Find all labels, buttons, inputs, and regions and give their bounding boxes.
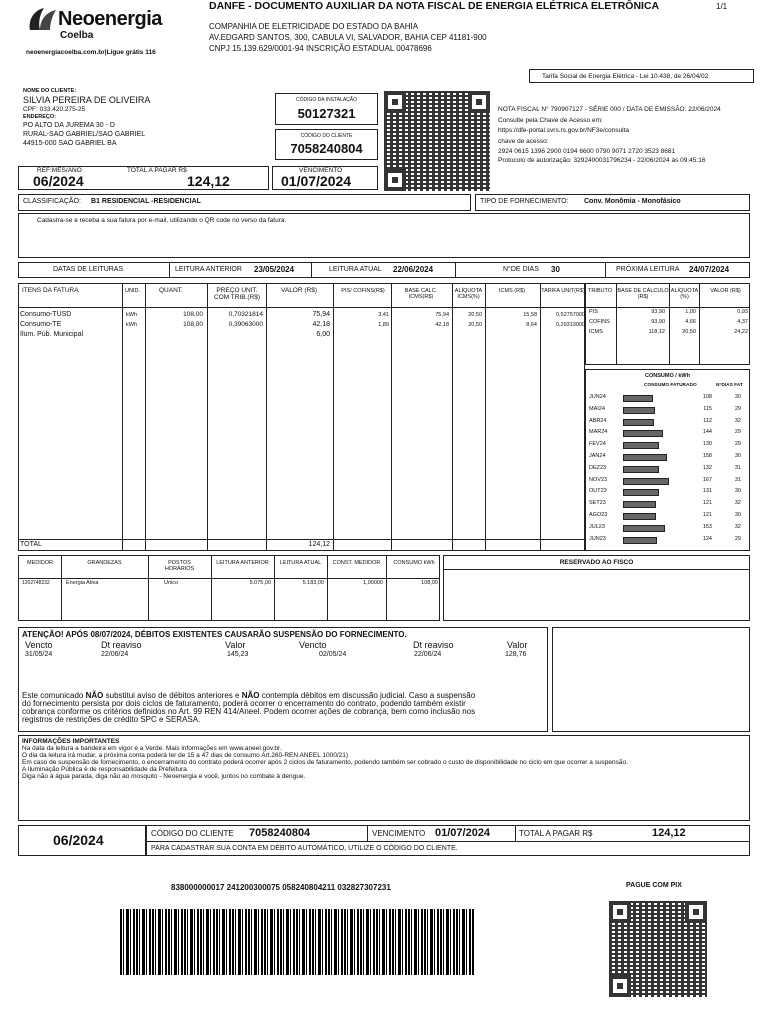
item-tarifa: 0,29313000 bbox=[555, 322, 585, 328]
attention-h-dt: Dt reaviso bbox=[413, 640, 454, 650]
items-table bbox=[18, 283, 585, 551]
consumption-bar bbox=[623, 537, 657, 544]
tax-base: 118,12 bbox=[648, 329, 665, 335]
payment-barcode bbox=[120, 909, 474, 975]
stub-due-label: VENCIMENTO bbox=[372, 829, 426, 838]
company-address: AV.EDGARD SANTOS, 300, CABULA VI, SALVADOR, BAHIA CEP 41181-900 bbox=[209, 33, 487, 42]
classification: CLASSIFICAÇÃO: B1 RESIDENCIAL -RESIDENCIAL bbox=[18, 194, 471, 211]
ref-label: REF:MÊS/ANO bbox=[37, 167, 82, 174]
stub-total: 124,12 bbox=[652, 827, 686, 839]
next-reading: 24/07/2024 bbox=[689, 265, 730, 274]
tax-header: ALÍQUOTA (%) bbox=[670, 288, 699, 300]
items-header: BASE CALC. ICMS(R$) bbox=[404, 288, 438, 300]
items-header: TARIFA UNIT(R$) bbox=[541, 288, 585, 294]
consumption-bar bbox=[623, 454, 667, 461]
tax-value: 4,37 bbox=[737, 319, 748, 325]
items-header: PIS/ COFINS(R$) bbox=[341, 288, 385, 294]
meter-quantity: Energia Ativa bbox=[66, 580, 99, 586]
items-total: 124,12 bbox=[308, 541, 330, 548]
attention-h-valor: Valor bbox=[507, 640, 528, 650]
reserved-box bbox=[443, 555, 750, 621]
meter-header: LEITURA ATUAL bbox=[279, 560, 322, 566]
item-aliq: 20,50 bbox=[468, 322, 482, 328]
client-address-2: RURAL-SAO GABRIEL/SAO GABRIEL bbox=[23, 131, 146, 138]
pix-qr-code bbox=[609, 901, 707, 997]
item-icms: 15,58 bbox=[523, 312, 537, 318]
tax-rate: 1,00 bbox=[685, 309, 696, 315]
company-cnpj: CNPJ 15.139.629/0001-94 INSCRIÇÃO ESTADUAL 00478696 bbox=[209, 44, 432, 53]
meter-curr: 5.183,00 bbox=[302, 580, 324, 586]
consumption-month: JUN23 bbox=[589, 535, 606, 542]
consumption-col1: CONSUMO FATURADO bbox=[644, 383, 697, 388]
consumption-month: AGO23 bbox=[589, 512, 608, 518]
notice-text: Cadastra-se e receba a sua fatura por e-mail, utilizando o QR code no verso da fatura. bbox=[37, 217, 287, 224]
qr-finder-icon bbox=[384, 169, 406, 191]
info-line: Na data da leitura a bandeira em vigor é a Verde. Mais informações em www.aneel.gov.br. bbox=[22, 745, 282, 752]
info-line: Em caso de suspensão de fornecimento, o encerramento do contrato poderá ocorrer após 2 ciclos de faturamento, podendo também ser cobrado o custo de disponibilidade no ciclo em que ocorrer a suspensão. bbox=[22, 759, 628, 766]
stub-client-code: 7058240804 bbox=[249, 827, 311, 839]
consumption-kwh: 153 bbox=[702, 523, 712, 530]
tax-header: VALOR (R$) bbox=[710, 288, 741, 294]
tax-value: 24,22 bbox=[734, 329, 748, 335]
supply-type: TIPO DE FORNECIMENTO: Conv. Monômia - Monofásico bbox=[475, 194, 750, 211]
due-label: VENCIMENTO bbox=[299, 167, 343, 174]
attention-d2-valor: 128,76 bbox=[505, 651, 527, 658]
pix-label: PAGUE COM PIX bbox=[626, 882, 682, 889]
item-price: 0,70321814 bbox=[228, 311, 263, 318]
client-address-1: PO ALTO DA JUREMA 30 - D bbox=[23, 122, 115, 129]
item-pis: 3,41 bbox=[378, 312, 389, 318]
item-unit: kWh bbox=[126, 322, 137, 328]
client-code: 7058240804 bbox=[290, 141, 363, 156]
stub-debit-note: PARA CADASTRAR SUA CONTA EM DÉBITO AUTOMÁTICO, UTILIZE O CÓDIGO DO CLIENTE. bbox=[151, 845, 458, 852]
brand-sub: Coelba bbox=[60, 30, 94, 41]
next-reading-label: PRÓXIMA LEITURA bbox=[616, 266, 680, 273]
consumption-bar bbox=[623, 513, 656, 520]
attention-h-valor: Valor bbox=[225, 640, 246, 650]
attention-h-dt: Dt reaviso bbox=[101, 640, 142, 650]
attention-d1-dt: 22/06/24 bbox=[101, 651, 129, 658]
consumption-kwh: 115 bbox=[703, 405, 712, 412]
client-address-3: 44915-000 SAO GABRIEL BA bbox=[23, 140, 117, 147]
consumption-bar bbox=[623, 466, 659, 473]
qr-finder-icon bbox=[468, 91, 490, 113]
consumption-bar bbox=[623, 478, 669, 485]
attention-p6: registros de restrições de crédito SPC e SERASA. bbox=[22, 715, 201, 724]
consumption-kwh: 144 bbox=[702, 429, 712, 436]
meter-prev: 5.075,00 bbox=[249, 580, 271, 586]
info-line: O dia da leitura irá mudar, a próxima conta poderá ter de 15 a 47 dias de consumo Art.260-REN ANEEL 1000/21) bbox=[22, 752, 349, 759]
website: neoenergiacoelba.com.br|Ligue grátis 116 bbox=[26, 49, 156, 56]
days-value: 30 bbox=[551, 265, 560, 274]
consumption-title: CONSUMO / kWh bbox=[645, 373, 690, 379]
item-value: 6,00 bbox=[316, 331, 330, 338]
consumption-days: 31 bbox=[734, 464, 741, 471]
consumption-bar bbox=[623, 501, 656, 508]
info-title: INFORMAÇÕES IMPORTANTES bbox=[22, 738, 120, 745]
nf-number: NOTA FISCAL N° 790907127 - SÉRIE 000 / DATA DE EMISSÃO: 22/06/2024 bbox=[498, 106, 721, 113]
consumption-kwh: 121 bbox=[702, 512, 712, 518]
attention-side-box bbox=[552, 627, 750, 732]
item-qty: 108,00 bbox=[183, 311, 203, 318]
tax-value: 0,93 bbox=[737, 309, 748, 315]
curr-reading: 22/06/2024 bbox=[393, 265, 434, 274]
prev-reading-label: LEITURA ANTERIOR bbox=[175, 266, 242, 273]
total-label: TOTAL A PAGAR R$ bbox=[127, 167, 187, 174]
summary-ref-total bbox=[18, 166, 269, 190]
client-address-label: ENDEREÇO: bbox=[23, 114, 57, 120]
info-line: Diga não à água parada, diga não ao mosquito - Neoenergia e você, juntos no combate à dengue. bbox=[22, 773, 306, 780]
item-value: 42,18 bbox=[312, 321, 330, 328]
attention-d2-vencto: 02/05/24 bbox=[319, 651, 347, 658]
tax-base: 93,90 bbox=[651, 309, 665, 315]
meter-header: GRANDEZAS bbox=[87, 560, 122, 566]
attention-box bbox=[18, 627, 548, 732]
nf-consult: Consulte pela Chave de Acesso em: bbox=[498, 117, 603, 124]
brand-logo bbox=[26, 6, 60, 32]
qr-finder-icon bbox=[384, 91, 406, 113]
stub-due: 01/07/2024 bbox=[435, 827, 491, 839]
consumption-bar bbox=[623, 395, 653, 402]
item-aliq: 20,50 bbox=[468, 312, 482, 318]
attention-d2-dt: 22/06/24 bbox=[414, 651, 442, 658]
consumption-month: MAR24 bbox=[589, 429, 608, 436]
items-header: UNID. bbox=[125, 288, 140, 294]
meter-post: Unico bbox=[164, 580, 179, 586]
consumption-kwh: 121 bbox=[702, 500, 712, 507]
brand-name: Neoenergia bbox=[58, 8, 162, 30]
meter-consumption: 108,00 bbox=[421, 580, 438, 586]
install-code: 50127321 bbox=[297, 106, 356, 121]
tax-header: BASE DE CÁLCULO (R$) bbox=[617, 288, 669, 300]
curr-reading-label: LEITURA ATUAL bbox=[329, 266, 382, 273]
tax-name: COFINS bbox=[589, 319, 610, 325]
nf-key: 2924 0615 1396 2900 0194 6600 0790 9071 2720 3523 8681 bbox=[498, 148, 676, 155]
item-base: 42,18 bbox=[435, 322, 449, 328]
ref-value: 06/2024 bbox=[33, 173, 84, 189]
consumption-days: 29 bbox=[734, 405, 741, 412]
info-line: A Iluminação Pública é de responsabilidade da Prefeitura. bbox=[22, 766, 189, 773]
attention-d1-vencto: 31/05/24 bbox=[25, 651, 53, 658]
consumption-days: 32 bbox=[734, 417, 741, 424]
consumption-month: MAI24 bbox=[589, 405, 605, 412]
consumption-month: OUT23 bbox=[589, 488, 607, 495]
tax-rate: 4,66 bbox=[685, 319, 696, 325]
consumption-kwh: 130 bbox=[702, 441, 712, 448]
client-name-label: NOME DO CLIENTE: bbox=[23, 88, 77, 94]
reserved-label: RESERVADO AO FISCO bbox=[559, 559, 634, 566]
consumption-days: 30 bbox=[734, 394, 741, 400]
tax-base: 93,90 bbox=[651, 319, 665, 325]
company-name: COMPANHIA DE ELETRICIDADE DO ESTADO DA BAHIA bbox=[209, 22, 419, 31]
consumption-days: 30 bbox=[734, 512, 741, 518]
consumption-bar bbox=[623, 407, 655, 414]
meter-id: 1202748232 bbox=[22, 580, 50, 586]
consumption-days: 32 bbox=[734, 500, 741, 507]
attention-h-vencto: Vencto bbox=[299, 640, 327, 650]
stub-total-label: TOTAL A PAGAR R$ bbox=[519, 829, 593, 838]
item-price: 0,39063000 bbox=[228, 321, 263, 328]
meter-table bbox=[18, 555, 440, 621]
consumption-bar bbox=[623, 525, 665, 532]
meter-const: 1,00000 bbox=[363, 580, 383, 586]
attention-p5: cobrança conforme os critérios definidos no Art. 99 REN 414/Aneel. Podem ocorrer ações de cobrança, bem como inclusão nos bbox=[22, 707, 476, 716]
item-icms: 8,64 bbox=[526, 322, 537, 328]
attention-title: ATENÇÃO! APÓS 08/07/2024, DÉBITOS EXISTENTES CAUSARÃO SUSPENSÃO DO FORNECIMENTO. bbox=[22, 630, 407, 639]
consumption-bar bbox=[623, 419, 654, 426]
item-value: 75,94 bbox=[312, 311, 330, 318]
items-header: ALÍQUOTA ICMS(%) bbox=[454, 288, 483, 300]
item-unit: kWh bbox=[126, 312, 137, 318]
meter-header: MEDIDOR bbox=[27, 560, 53, 566]
meter-header: POSTOS HORÁRIOS bbox=[164, 560, 195, 572]
leaf-logo-icon bbox=[26, 6, 60, 32]
item-pis: 1,89 bbox=[378, 322, 389, 328]
consumption-kwh: 167 bbox=[702, 476, 712, 483]
total-value: 124,12 bbox=[187, 173, 230, 189]
consumption-kwh: 112 bbox=[703, 417, 712, 424]
consumption-kwh: 124 bbox=[702, 535, 712, 542]
consumption-days: 30 bbox=[734, 453, 741, 459]
consumption-days: 29 bbox=[734, 535, 741, 542]
qr-finder-icon bbox=[609, 901, 631, 923]
attention-p1: Este comunicado NÃO substitui aviso de débitos anteriores e NÃO contempla débitos em discussão judicial. Caso a suspensão bbox=[22, 691, 476, 700]
consumption-kwh: 108 bbox=[702, 394, 712, 400]
items-header: ITENS DA FATURA bbox=[22, 287, 79, 294]
tax-table bbox=[585, 283, 750, 365]
summary-due bbox=[272, 166, 378, 190]
prev-reading: 23/05/2024 bbox=[254, 265, 295, 274]
stub-ref: 06/2024 bbox=[53, 832, 104, 848]
consumption-kwh: 132 bbox=[702, 464, 712, 471]
consumption-month: JUN24 bbox=[589, 394, 606, 400]
consumption-kwh: 158 bbox=[702, 453, 712, 459]
consumption-month: FEV24 bbox=[589, 441, 606, 448]
consumption-bar bbox=[623, 489, 659, 496]
readings-row bbox=[18, 262, 750, 278]
items-header: PREÇO UNIT. COM TRIB.(R$) bbox=[213, 287, 261, 301]
client-cpf: CPF: 033.420.275-25 bbox=[23, 106, 86, 113]
item-name: Ilum. Púb. Municipal bbox=[20, 331, 84, 338]
attention-p4: do fornecimento persista por dois ciclos de faturamento, poderá ocorrer o encerramento do contrato, podendo também existir bbox=[22, 699, 466, 708]
consumption-month: DEZ23 bbox=[589, 464, 607, 471]
due-value: 01/07/2024 bbox=[281, 173, 352, 189]
tax-header: TRIBUTO bbox=[588, 288, 613, 294]
consumption-bar bbox=[623, 430, 663, 437]
item-base: 75,94 bbox=[435, 312, 449, 318]
nf-key-label: chave de acesso: bbox=[498, 138, 549, 145]
tax-rate: 20,50 bbox=[682, 329, 696, 335]
consumption-month: NOV23 bbox=[589, 476, 608, 483]
consumption-col2: N°DIAS FAT bbox=[716, 383, 743, 388]
install-code-label: CÓDIGO DA INSTALAÇÃO bbox=[295, 97, 358, 103]
consumption-days: 29 bbox=[734, 441, 741, 448]
client-name: SILVIA PEREIRA DE OLIVEIRA bbox=[23, 95, 151, 105]
meter-header: CONSUMO kWh bbox=[393, 560, 435, 566]
consumption-days: 31 bbox=[734, 476, 741, 483]
attention-d1-valor: 145,23 bbox=[227, 651, 249, 658]
qr-finder-icon bbox=[685, 901, 707, 923]
meter-header: CONST. MEDIDOR bbox=[332, 560, 381, 566]
client-code-box bbox=[275, 129, 378, 160]
install-code-box bbox=[275, 93, 378, 125]
readings-label: DATAS DE LEITURAS bbox=[53, 266, 124, 273]
days-label: N°DE DIAS bbox=[503, 266, 539, 273]
info-box bbox=[18, 735, 750, 821]
nf-url: https://dfe-portal.svrs.rs.gov.br/NF3e/consulta bbox=[498, 127, 630, 134]
item-tarifa: 0,52757000 bbox=[555, 312, 585, 318]
meter-header: LEITURA ANTERIOR bbox=[216, 560, 269, 566]
consumption-month: SET23 bbox=[589, 500, 606, 507]
tax-name: PIS bbox=[589, 309, 598, 315]
nf-protocol: Protocolo de autorização: 3292400031796234 - 22/06/2024 às 09:45:16 bbox=[498, 157, 706, 164]
item-name: Consumo-TE bbox=[20, 321, 62, 328]
tax-name: ICMS bbox=[589, 329, 603, 335]
items-total-label: TOTAL bbox=[20, 541, 42, 548]
consumption-days: 29 bbox=[734, 429, 741, 436]
barcode-digits: 838000000017 241200300075 058240804211 032827307231 bbox=[171, 883, 391, 892]
consumption-kwh: 131 bbox=[702, 488, 712, 495]
consumption-month: JUL23 bbox=[589, 523, 605, 530]
items-header: VALOR (R$) bbox=[281, 287, 317, 294]
qr-finder-icon bbox=[609, 975, 631, 997]
attention-h-vencto: Vencto bbox=[25, 640, 53, 650]
consumption-bar bbox=[623, 442, 659, 449]
consumption-month: JAN24 bbox=[589, 453, 606, 459]
notice-box bbox=[18, 213, 750, 258]
doc-title: DANFE - DOCUMENTO AUXILIAR DA NOTA FISCAL DE ENERGIA ELÉTRICA ELETRÔNICA bbox=[209, 0, 660, 12]
stub-ref-box bbox=[18, 825, 146, 856]
consumption-days: 32 bbox=[734, 523, 741, 530]
item-name: Consumo-TUSD bbox=[20, 311, 72, 318]
page-number: 1/1 bbox=[716, 2, 728, 11]
items-header: ICMS (R$) bbox=[499, 288, 525, 294]
consumption-days: 30 bbox=[734, 488, 741, 495]
client-code-label: CÓDIGO DO CLIENTE bbox=[300, 133, 353, 139]
consumption-month: ABR24 bbox=[589, 417, 607, 424]
tariff-note: Tarifa Social de Energia Elétrica - Lei 10.438, de 26/04/02 bbox=[529, 69, 754, 83]
stub-info bbox=[146, 825, 750, 856]
nf-qr-code bbox=[384, 91, 490, 191]
stub-client-label: CÓDIGO DO CLIENTE bbox=[151, 829, 234, 838]
item-qty: 108,00 bbox=[183, 321, 203, 328]
consumption-history bbox=[585, 369, 750, 551]
items-header: QUANT. bbox=[159, 287, 183, 294]
